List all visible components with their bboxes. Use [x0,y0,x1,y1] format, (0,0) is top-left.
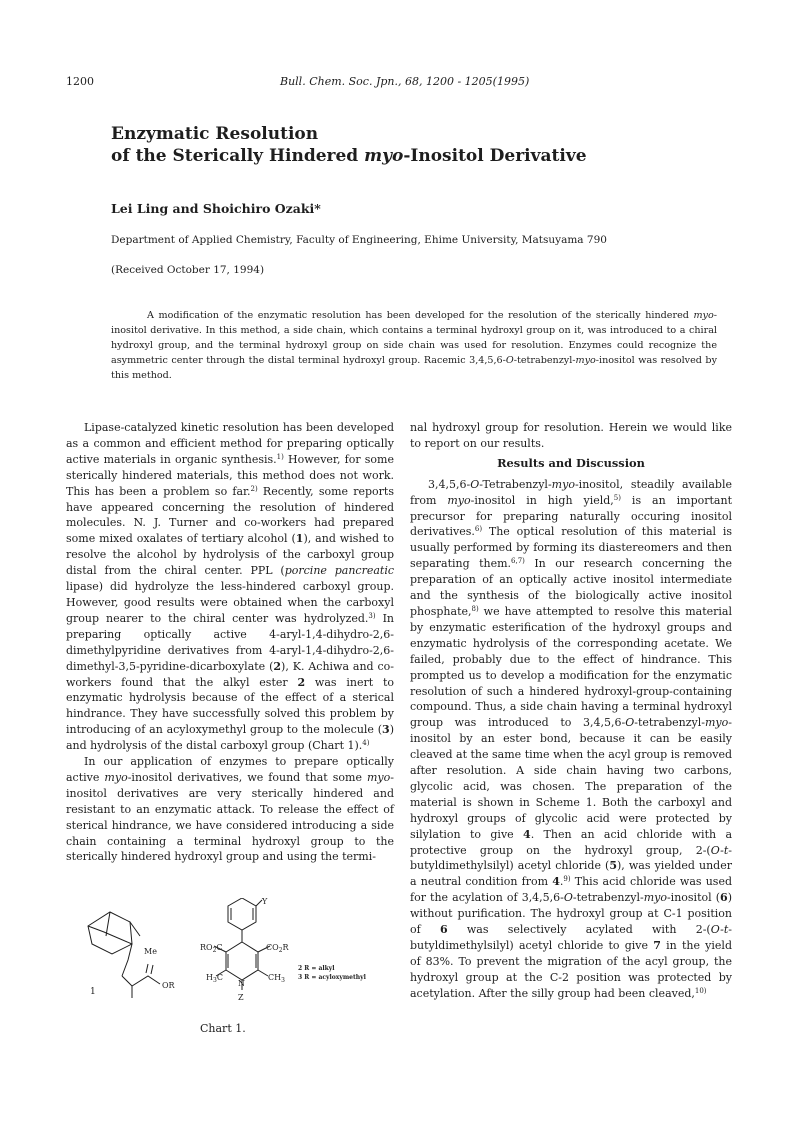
author-list: Lei Ling and Shoichiro Ozaki* [111,201,321,216]
y-label: Y [262,898,268,906]
left-paragraph-1 [66,420,394,754]
text-run: -tetrabenzyl- [513,355,576,367]
text-run: lipase) did hydrolyze the less-hindered carboxyl group. However, good results were obtained when the carboxyl group nearer to the chiral center was hydrolyzed. [66,580,394,625]
text-run: -tetrabenzyl- [572,891,644,905]
text-run: This acid chloride was used for the acylation of 3,4,5,6- [410,875,732,905]
text-run: O [470,477,480,491]
compound-number: 4 [523,827,531,841]
ro2c-label: $RO_2C$ [200,943,223,954]
text-run: porcine pancreatic [284,564,394,578]
text-run: However, for some sterically hindered materials, this method does not work. This has been a problem so far. [66,452,394,498]
text-run: The optical resolution of this material is usually performed by forming its diastereomers and then separating them. [410,525,732,571]
text-run: myo [551,477,575,491]
text-run: -inositol derivative. In this method, a side chain, which contains a terminal hydroxyl group on it, was introduced to a chiral hydroxyl group, and the terminal hydroxyl group on side chain was used for resolution. Enzymes could recognize the asymmetric center through the distal terminal hydroxyl group. Racemic 3,4,5,6- [111,310,717,367]
chart-caption: Chart 1. [200,1022,246,1035]
compound-number: 2 [297,675,306,689]
text-run: ), K. Achiwa and co-workers found that the alkyl ester [66,659,395,689]
ch3-label: $CH_3$ [268,973,285,984]
reference-marker: 6) [474,525,483,534]
text-run: myo [104,770,128,784]
reference-marker: 10) [694,986,707,995]
me-label: Me [144,947,157,956]
text-run: O [505,355,514,367]
title-line-2 [111,145,731,167]
received-date: (Received October 17, 1994) [111,264,265,276]
text-run: -inositol ( [666,891,721,905]
reference-marker: 4) [362,739,370,748]
text-run: we have attempted to resolve this material by enzymatic esterification of the hydroxyl groups and enzymatic hydrolysis of the corresponding acetate. We failed, probably due to the effect of hindrance. This prompted us to develop a modification for the enzymatic resolution of such a hindered hydroxyl-group-containing compound. Thus, a side chain having a terminal hydroxyl group was introduced to 3,4,5,6- [410,604,732,730]
title-line-2-post: -Inositol Derivative [403,146,587,166]
co2r-label: $CO_2R$ [266,943,289,954]
text-run: In our research concerning the preparation of an optically active inositol intermediate and the synthesis of the biologically active inositol phosphate, [410,557,732,618]
text-run: O-t [710,843,729,857]
text-run: A modification of the enzymatic resolution has been developed for the resolution of the sterically hindered [147,310,694,321]
reference-marker: 3) [368,611,376,620]
text-run: myo [643,891,667,905]
title-line-2-italic: myo [364,146,404,166]
compound-number: 4 [552,875,560,889]
article-title [111,123,731,167]
compound-number: 7 [653,939,661,952]
text-run: ), was yielded under a neutral condition from [410,859,732,889]
text-run: ) without purification. The hydroxyl group at C-1 position of [410,891,732,937]
right-body-paragraph [410,477,732,1002]
compound-number: 3 [382,723,390,737]
reference-marker: 8) [471,604,479,613]
text-run: . [559,875,564,889]
reference-marker: 6,7) [511,557,525,566]
reference-marker: 1) [276,452,284,461]
text-run: -tetrabenzyl- [634,716,705,730]
text-run: -inositol, steadily available from [410,477,732,507]
text-run: -butyldimethylsilyl) acetyl chloride ( [410,843,732,873]
text-run: O [563,891,573,905]
text-run: -inositol by an ester bond, because it can be easily cleaved at the same time when the acyl group is removed after resolution. A side chain having two carbons, glycolic acid, was chosen. The preparation of the material is shown in Scheme 1. Both the carboxyl and hydroxyl groups of glycolic acid were protected by silylation to give [410,716,732,841]
text-run: myo [705,716,729,730]
left-paragraph-2 [66,754,394,865]
text-run: nal hydroxyl group for resolution. Herein we would like to report on our results. [410,421,732,450]
right-intro-paragraph [410,420,732,452]
reference-marker: 2) [250,484,258,493]
text-run: . Then an acid chloride with a protective group on the hydroxyl group, 2-( [410,827,732,857]
affiliation: Department of Applied Chemistry, Faculty of Engineering, Ehime University, Matsuyama 790 [111,234,607,246]
text-run: ) and hydrolysis of the distal carboxyl group (Chart 1). [66,723,394,753]
left-column [66,420,394,865]
reference-marker: 5) [613,493,621,502]
text-run: myo [575,355,596,367]
text-run: -inositol derivatives, we found that some [127,770,367,784]
text-run: myo [367,770,391,784]
legend-compound-2: 2 R = alkyl [298,965,335,972]
legend-compound-3: 3 R = acyloxymethyl [298,974,366,981]
reference-marker: 9) [563,875,571,884]
title-line-1: Enzymatic Resolution [111,124,319,144]
title-line-2-pre: of the Sterically Hindered [111,146,365,166]
compound-number: 1 [295,532,304,546]
z-label: Z [238,993,244,1002]
text-run: ), and wished to resolve the alcohol by hydrolysis of the carboxyl group distal from the chiral center. PPL ( [66,532,394,578]
text-run: 3,4,5,6- [428,477,471,491]
text-run: was inert to enzymatic hydrolysis because of the effect of a sterical hindrance. They have successfully solved this problem by introducing of an acyloxymethyl group to the molecule ( [66,675,394,737]
compound-number: 2 [273,659,282,673]
text-run: in the yield of 83%. To prevent the migration of the acyl group, the hydroxyl group at the C-2 position was protected by acetylation. After the silly group had been cleaved, [410,939,732,1000]
text-run: Lipase-catalyzed kinetic resolution has been developed as a common and efficient method for preparing optically active materials in organic synthesis. [66,421,394,466]
text-run: myo [693,310,714,321]
section-heading: Results and Discussion [497,455,645,470]
text-run: was selectively acylated with 2-( [447,923,711,937]
compound-1-label: 1 [90,987,96,997]
text-run: Recently, some reports have appeared concerning the resolution of hindered molecules. N. J. Turner and co-workers had prepared some mixed oxalates of tertiary alcohol ( [66,484,394,546]
text-run: -inositol in high yield, [470,493,614,507]
or-label: OR [162,981,175,990]
text-run: -Tetrabenzyl- [479,477,552,491]
compound-number: 6 [720,891,728,905]
text-run: -inositol was resolved by this method. [111,355,717,382]
n-label: N [238,979,245,988]
running-head: Bull. Chem. Soc. Jpn., 68, 1200 - 1205(1995) [280,75,530,88]
text-run: In our application of enzymes to prepare optically active [66,755,394,784]
compound-number: 5 [609,859,618,873]
text-run: is an important precursor for preparing naturally occuring inositol derivatives. [410,493,732,539]
text-run: myo [447,493,471,507]
text-run: -inositol derivatives are very sterically hindered and resistant to an enzymatic attack. To release the effect of sterical hindrance, we have considered introducing a side chain containing a terminal hydroxyl group to the sterically hindered hydroxyl group and using the termi- [66,770,394,864]
text-run: O [625,716,635,730]
right-column [410,420,732,1002]
text-run: O-t [710,923,729,937]
compound-number: 6 [439,923,448,937]
abstract [111,308,717,383]
text-run: In preparing optically active 4-aryl-1,4-dihydro-2,6-dimethylpyridine derivatives from 4-aryl-1,4-dihydro-2,6-dimethyl-3,5-pyridine-dicarboxylate ( [66,611,394,673]
h3c-label: $H_3C$ [206,973,223,984]
page-number: 1200 [66,75,94,88]
text-run: -butyldimethylsilyl) acetyl chloride to give [410,923,732,952]
